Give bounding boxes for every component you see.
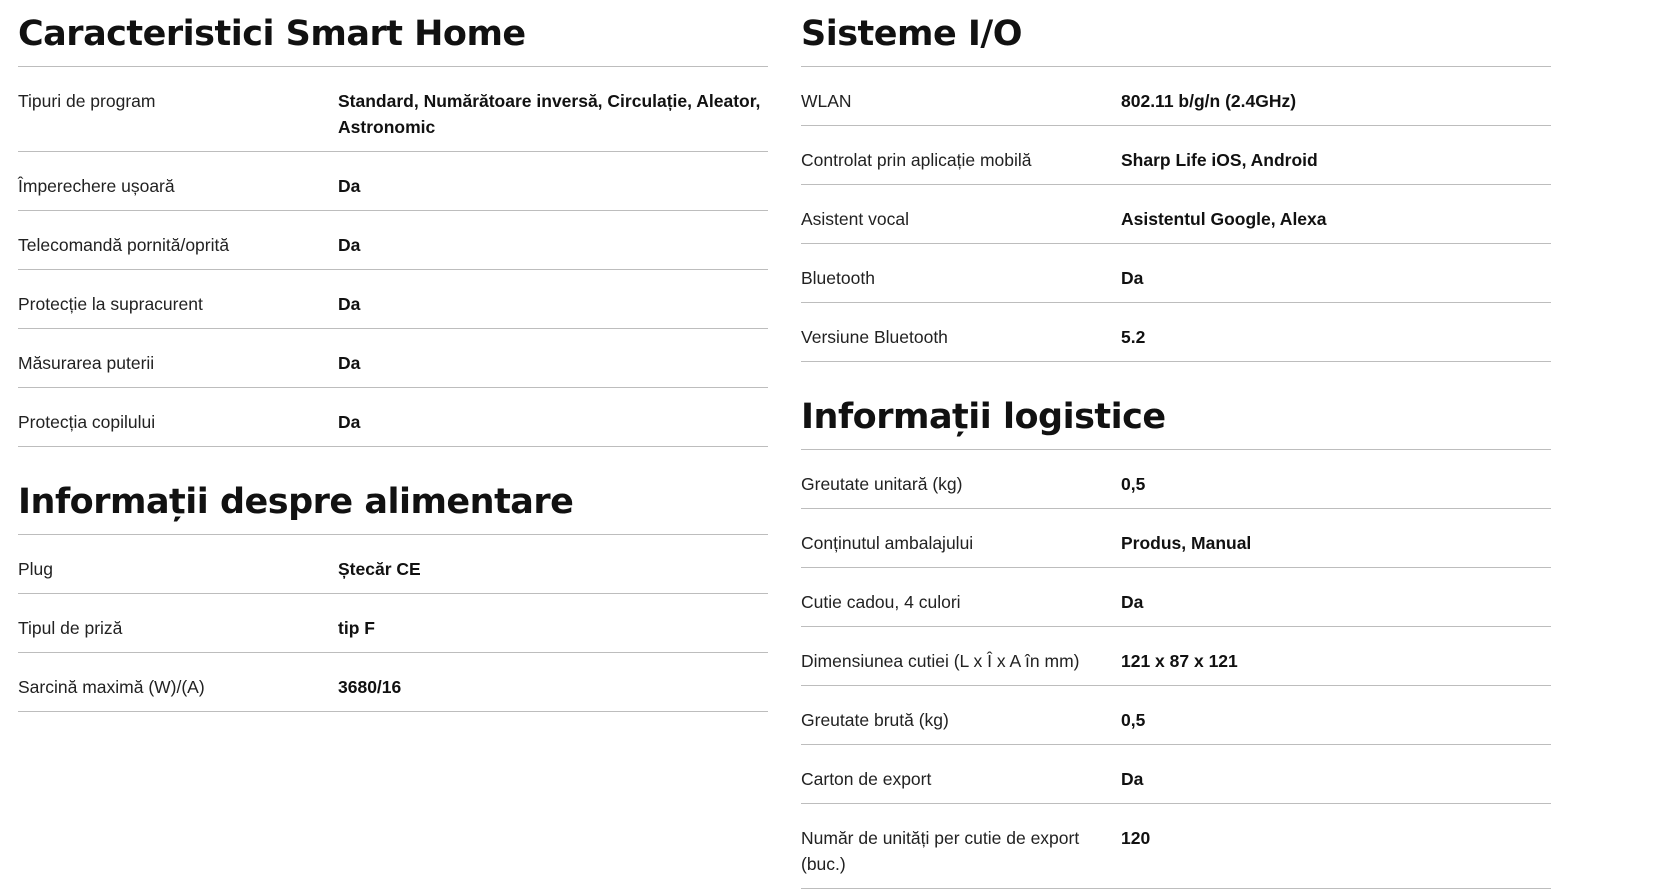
spec-value: Da [338,353,361,373]
power-section [18,447,768,712]
spec-label: Număr de unități per cutie de export (buc.) [801,828,1080,874]
spec-value: Da [1121,268,1144,288]
spec-value: Standard, Numărătoare inversă, Circulație, Aleator, Astronomic [338,91,761,137]
io-section [801,0,1551,362]
spec-value: Produs, Manual [1121,533,1252,553]
spec-row [801,627,1551,686]
spec-value: 3680/16 [338,677,402,697]
spec-value: Sharp Life iOS, Android [1121,150,1318,170]
spec-row [801,185,1551,244]
spec-label: Telecomandă pornită/oprită [18,235,230,255]
spec-row [801,568,1551,627]
section-title-logistics: Informații logistice [801,362,1551,450]
spec-label: Versiune Bluetooth [801,327,948,347]
spec-label: Dimensiunea cutiei (L x Î x A în mm) [801,651,1080,671]
spec-label: WLAN [801,91,852,111]
spec-value: Asistentul Google, Alexa [1121,209,1327,229]
spec-value: Da [338,176,361,196]
spec-value: Ștecăr CE [338,559,421,579]
spec-label: Controlat prin aplicație mobilă [801,150,1032,170]
spec-row [18,535,768,594]
right-column [801,0,1551,889]
smart-home-section [18,0,768,447]
spec-value: Da [338,235,361,255]
spec-row [801,804,1551,889]
section-title-power: Informații despre alimentare [18,447,768,535]
spec-row [801,509,1551,568]
spec-row [18,211,768,270]
spec-row [18,653,768,712]
spec-value: 5.2 [1121,327,1146,347]
spec-value: 0,5 [1121,474,1146,494]
spec-value: tip F [338,618,375,638]
spec-row [18,594,768,653]
spec-label: Asistent vocal [801,209,909,229]
spec-row [801,67,1551,126]
spec-label: Protecție la supracurent [18,294,203,314]
spec-label: Protecția copilului [18,412,156,432]
spec-row [801,303,1551,362]
spec-row [18,152,768,211]
spec-row [801,126,1551,185]
section-title-io: Sisteme I/O [801,0,1551,67]
spec-row [18,388,768,447]
spec-label: Conținutul ambalajului [801,533,974,553]
spec-value: 120 [1121,828,1151,848]
spec-row [18,329,768,388]
spec-value: 121 x 87 x 121 [1121,651,1238,671]
spec-row [18,67,768,152]
spec-label: Tipuri de program [18,91,156,111]
spec-row [801,450,1551,509]
spec-label: Cutie cadou, 4 culori [801,592,961,612]
section-title-smart-home: Caracteristici Smart Home [18,0,768,67]
spec-value: Da [1121,592,1144,612]
spec-label: Carton de export [801,769,932,789]
spec-label: Bluetooth [801,268,875,288]
spec-label: Greutate unitară (kg) [801,474,963,494]
spec-value: 802.11 b/g/n (2.4GHz) [1121,91,1297,111]
logistics-section [801,362,1551,889]
spec-row [801,745,1551,804]
left-column [18,0,768,712]
spec-row [801,686,1551,745]
spec-label: Măsurarea puterii [18,353,155,373]
spec-label: Sarcină maximă (W)/(A) [18,677,205,697]
spec-label: Împerechere ușoară [18,176,175,196]
spec-value: Da [338,294,361,314]
spec-row [801,244,1551,303]
spec-row [18,270,768,329]
spec-label: Plug [18,559,54,579]
spec-label: Tipul de priză [18,618,123,638]
spec-label: Greutate brută (kg) [801,710,949,730]
spec-value: Da [1121,769,1144,789]
spec-value: 0,5 [1121,710,1146,730]
spec-value: Da [338,412,361,432]
